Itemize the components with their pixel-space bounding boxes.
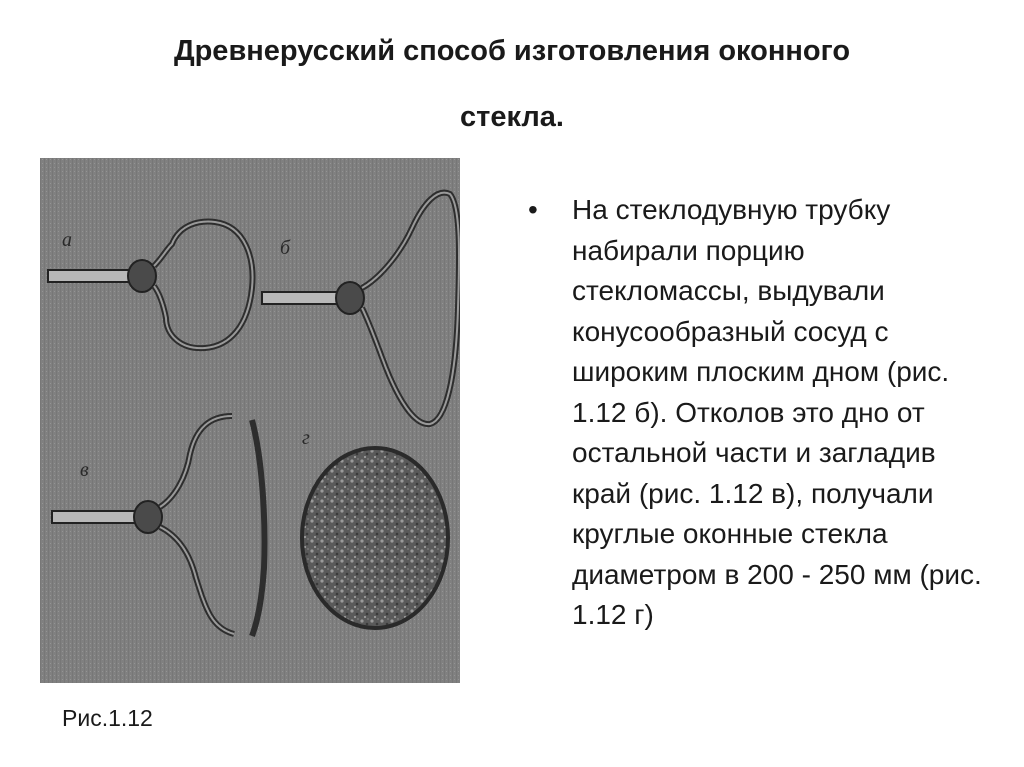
stage-g-disc — [302, 448, 448, 628]
bullet-item — [528, 190, 988, 636]
figure-illustration — [40, 158, 460, 683]
label-a: а — [62, 229, 72, 251]
figure-caption: Рис.1.12 — [62, 705, 153, 731]
slide-title — [60, 18, 964, 150]
bullet-marker: • — [528, 194, 538, 225]
title-line-2: стекла. — [460, 101, 564, 133]
glassblowing-figure — [40, 158, 460, 683]
title-line-1: Древнерусский способ изготовления оконного — [173, 35, 851, 67]
label-b: б — [280, 237, 291, 259]
label-g: г — [302, 427, 310, 449]
label-v: в — [80, 459, 89, 481]
bullet-text: На стеклодувную трубку набирали порцию стекломассы, выдували конусообразный сосуд с широким плоским дном (рис. 1.12 б). Отколов это дно от остальной части и загладив край (рис. 1.12 в), получали круглые оконные стекла диаметром в 200 - 250 мм (рис. 1.12 г) — [572, 194, 982, 630]
